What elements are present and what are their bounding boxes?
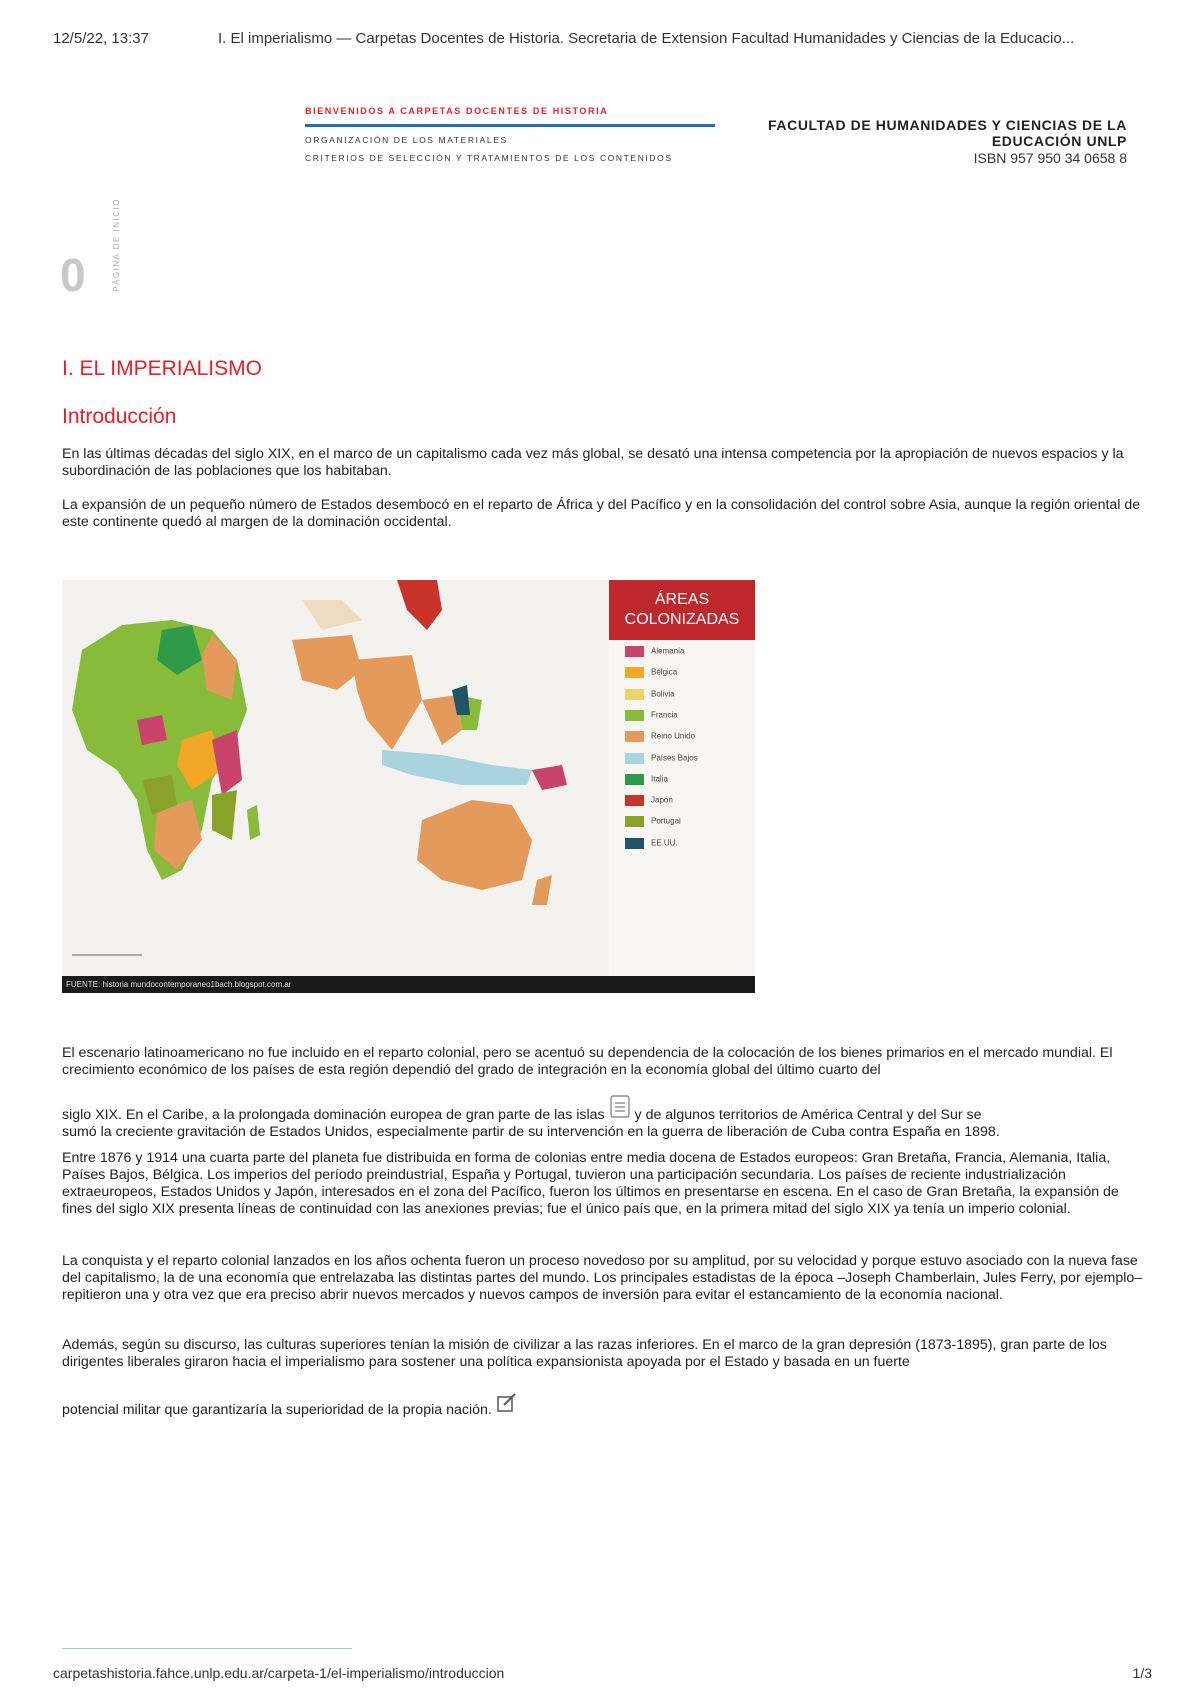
legend-item — [625, 667, 677, 678]
legend-swatch — [625, 774, 644, 785]
footer-divider — [62, 1648, 352, 1649]
paragraph-5: La conquista y el reparto colonial lanzados en los años ochenta fueron un proceso novedoso por su amplitud, por su velocidad y porque estuvo asociado con la nueva fase del capitalismo, la de una economía que entrelazaba las distintas partes del mundo. Los principales estadistas de la época –Joseph Chamberlain, Jules Ferry, por ejemplo– repitieron una y otra vez que era preciso abrir nuevos mercados y nuevos campos de inversión para evitar el estancamiento de la economía nacional. — [62, 1253, 1143, 1303]
isbn: ISBN 957 950 34 0658 8 — [973, 150, 1127, 166]
map-drawing — [62, 580, 609, 976]
legend-label: Italia — [651, 774, 668, 784]
footer-page-number: 1/3 — [1132, 1665, 1152, 1681]
legend-item — [625, 731, 695, 742]
legend-swatch — [625, 816, 644, 827]
edit-activity-icon[interactable] — [496, 1392, 518, 1419]
legend-label: Reino Unido — [651, 731, 696, 741]
legend-swatch — [625, 731, 644, 742]
legend-label: Japón — [651, 795, 673, 805]
menu-item-criterios[interactable]: CRITERIOS DE SELECCIÓN Y TRATAMIENTOS DE LOS CONTENIDOS — [305, 153, 673, 163]
legend-label: Francia — [651, 710, 678, 720]
legend-label: Alemania — [651, 646, 685, 656]
article-title: I. EL IMPERIALISMO — [62, 357, 262, 380]
legend-label: Países Bajos — [651, 753, 698, 763]
faculty-block — [717, 117, 1127, 167]
site-nav — [305, 106, 715, 163]
print-date: 12/5/22, 13:37 — [53, 30, 149, 47]
footer-url: carpetashistoria.fahce.unlp.edu.ar/carpeta-1/el-imperialismo/introduccion — [53, 1665, 505, 1681]
paragraph-3: El escenario latinoamericano no fue incluido en el reparto colonial, pero se acentuó su dependencia de la colocación de los bienes primarios en el mercado mundial. El crecimiento económico de los países de esta región dependió del grado de integración en la economía global del último cuarto del — [62, 1045, 1113, 1078]
paragraph-3-end: sumó la creciente gravitación de Estados Unidos, especialmente partir de su intervención en la guerra de liberación de Cuba contra España en 1898. — [62, 1124, 1000, 1140]
legend-label: Portugal — [651, 817, 681, 826]
map-title-line1: ÁREAS — [654, 591, 710, 608]
paragraph-2: La expansión de un pequeño número de Estados desembocó en el reparto de África y del Pacífico y en la consolidación del control sobre Asia, aunque la región oriental de este continente quedó al margen de la dominación occidental. — [62, 497, 1141, 530]
page-label[interactable]: PÁGINA DE INICIO — [112, 198, 121, 292]
legend-swatch — [625, 753, 644, 764]
section-heading: Introducción — [62, 405, 177, 428]
paragraph-6-last-line: potencial militar que garantizaría la superioridad de la propia nación. — [62, 1402, 492, 1418]
legend-item — [625, 753, 698, 764]
paragraph-1: En las últimas décadas del siglo XIX, en el marco de un capitalismo cada vez más global, se desató una intensa competencia por la apropiación de nuevos espacios y la subordinación de las poblaciones que los habitaban. — [62, 446, 1124, 479]
paragraph-3-before-icon: siglo XIX. En el Caribe, a la prolongada dominación europea de gran parte de las islas — [62, 1107, 605, 1123]
legend-label: Bélgica — [651, 667, 678, 677]
paragraph-6-end — [62, 1392, 1152, 1419]
legend-swatch — [625, 795, 644, 806]
paragraph-3-after-icon: y de algunos territorios de América Central y del Sur se — [634, 1107, 982, 1123]
legend-item — [625, 795, 673, 806]
page-number[interactable]: 0 — [60, 249, 86, 301]
welcome-link[interactable]: BIENVENIDOS A CARPETAS DOCENTES DE HISTORIA — [305, 106, 609, 116]
menu-item-organizacion[interactable]: ORGANIZACIÓN DE LOS MATERIALES — [305, 135, 508, 145]
legend-swatch — [625, 710, 644, 721]
legend-swatch — [625, 838, 644, 849]
paragraph-3-continued — [62, 1095, 1152, 1141]
legend-item — [625, 838, 678, 849]
map-source: FUENTE: historia mundocontemporaneo1bach.blogspot.com.ar — [62, 976, 755, 993]
map-title — [609, 580, 755, 640]
colonial-map-image — [62, 580, 755, 993]
paragraph-4: Entre 1876 y 1914 una cuarta parte del planeta fue distribuida en forma de colonias entre media docena de Estados europeos: Gran Bretaña, Francia, Alemania, Italia, Países Bajos, Bélgica. Los imperios del período preindustrial, España y Portugal, tuvieron una participación secundaria. Los países de reciente industrialización extraeuropeos, Estados Unidos y Japón, interesados en el zona del Pacífico, fueron los últimos en presentarse en escena. En el caso de Gran Bretaña, la expansión de fines del siglo XIX presenta líneas de continuidad con las anexiones previas; fue el único país que, en la primera mitad del siglo XIX ya tenía un imperio colonial. — [62, 1150, 1119, 1217]
legend-item — [625, 710, 678, 721]
legend-swatch — [625, 646, 644, 657]
map-legend-panel — [609, 580, 755, 976]
glossary-note-icon[interactable] — [609, 1095, 631, 1124]
legend-label: Bolivia — [651, 689, 675, 699]
map-title-line2: COLONIZADAS — [624, 611, 740, 628]
legend-item — [625, 816, 681, 827]
paragraph-6: Además, según su discurso, las culturas superiores tenían la misión de civilizar a las razas inferiores. En el marco de la gran depresión (1873-1895), gran parte de los dirigentes liberales giraron hacia el imperialismo para sostener una política expansionista apoyada por el Estado y basada en un fuerte — [62, 1337, 1107, 1370]
legend-swatch — [625, 689, 644, 700]
faculty-name-line2: EDUCACIÓN UNLP — [991, 133, 1127, 149]
faculty-name-line1: FACULTAD DE HUMANIDADES Y CIENCIAS DE LA — [768, 117, 1127, 133]
legend-item — [625, 774, 668, 785]
legend-label: EE.UU. — [651, 838, 678, 848]
legend-item — [625, 689, 675, 700]
nav-divider — [305, 124, 715, 127]
legend-item — [625, 646, 684, 657]
print-title: I. El imperialismo — Carpetas Docentes de Historia. Secretaria de Extension Facultad Humanidades y Ciencias de la Educacio... — [218, 30, 1075, 47]
legend-swatch — [625, 667, 644, 678]
